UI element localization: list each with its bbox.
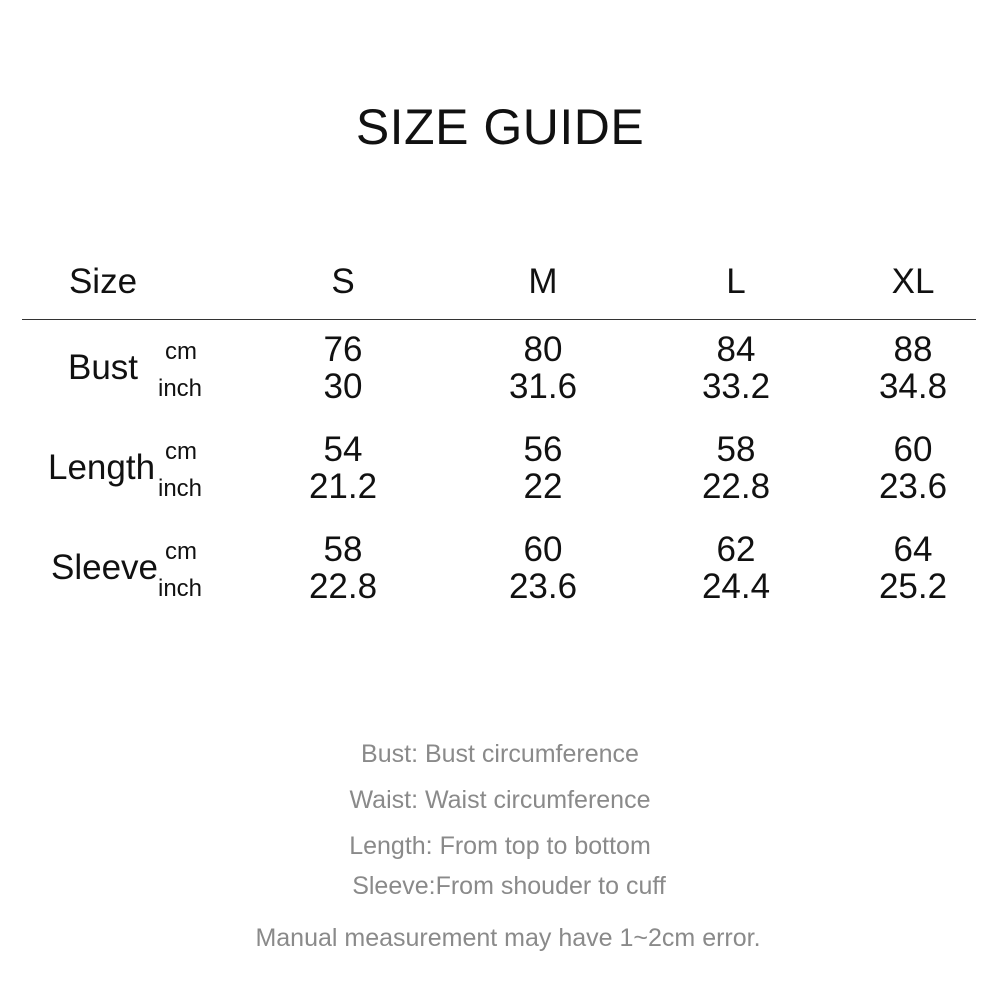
header-l: L xyxy=(726,262,746,301)
value-inch: 34.8 xyxy=(878,367,948,406)
unit-inch: inch xyxy=(158,475,203,502)
value-inch: 33.2 xyxy=(701,367,771,406)
unit-cm: cm xyxy=(165,538,197,565)
header-xl: XL xyxy=(891,262,935,301)
value-cm: 76 xyxy=(323,330,363,369)
value-cm: 88 xyxy=(893,330,933,369)
header-m: M xyxy=(528,262,558,301)
value-cm: 62 xyxy=(716,530,756,569)
header-divider xyxy=(22,319,976,320)
row-label: Bust xyxy=(68,348,139,387)
unit-cm: cm xyxy=(165,438,197,465)
header-s: S xyxy=(331,262,355,301)
value-cm: 56 xyxy=(523,430,563,469)
note-error-disclaimer: Manual measurement may have 1~2cm error. xyxy=(255,924,761,952)
page-title: SIZE GUIDE xyxy=(355,99,645,155)
value-inch: 25.2 xyxy=(878,567,948,606)
unit-inch: inch xyxy=(158,375,203,402)
value-cm: 84 xyxy=(716,330,756,369)
value-inch: 23.6 xyxy=(508,567,578,606)
value-cm: 58 xyxy=(323,530,363,569)
value-inch: 30 xyxy=(323,367,363,406)
unit-cm: cm xyxy=(165,338,197,365)
table-row-bust xyxy=(0,330,1000,420)
value-inch: 23.6 xyxy=(878,467,948,506)
value-inch: 22.8 xyxy=(308,567,378,606)
row-label: Length xyxy=(48,448,156,487)
value-inch: 22 xyxy=(523,467,563,506)
table-row-sleeve xyxy=(0,530,1000,620)
value-inch: 24.4 xyxy=(701,567,771,606)
value-inch: 21.2 xyxy=(308,467,378,506)
value-cm: 58 xyxy=(716,430,756,469)
row-label: Sleeve xyxy=(51,548,159,587)
value-cm: 80 xyxy=(523,330,563,369)
note-waist: Waist: Waist circumference xyxy=(349,786,651,814)
note-length: Length: From top to bottom xyxy=(349,832,651,860)
value-cm: 64 xyxy=(893,530,933,569)
value-cm: 60 xyxy=(523,530,563,569)
note-bust: Bust: Bust circumference xyxy=(361,740,639,768)
value-cm: 54 xyxy=(323,430,363,469)
value-inch: 31.6 xyxy=(508,367,578,406)
table-row-length xyxy=(0,430,1000,520)
header-size: Size xyxy=(68,262,138,301)
table-header xyxy=(0,262,1000,308)
unit-inch: inch xyxy=(158,575,203,602)
value-cm: 60 xyxy=(893,430,933,469)
note-sleeve: Sleeve:From shouder to cuff xyxy=(352,872,666,900)
value-inch: 22.8 xyxy=(701,467,771,506)
